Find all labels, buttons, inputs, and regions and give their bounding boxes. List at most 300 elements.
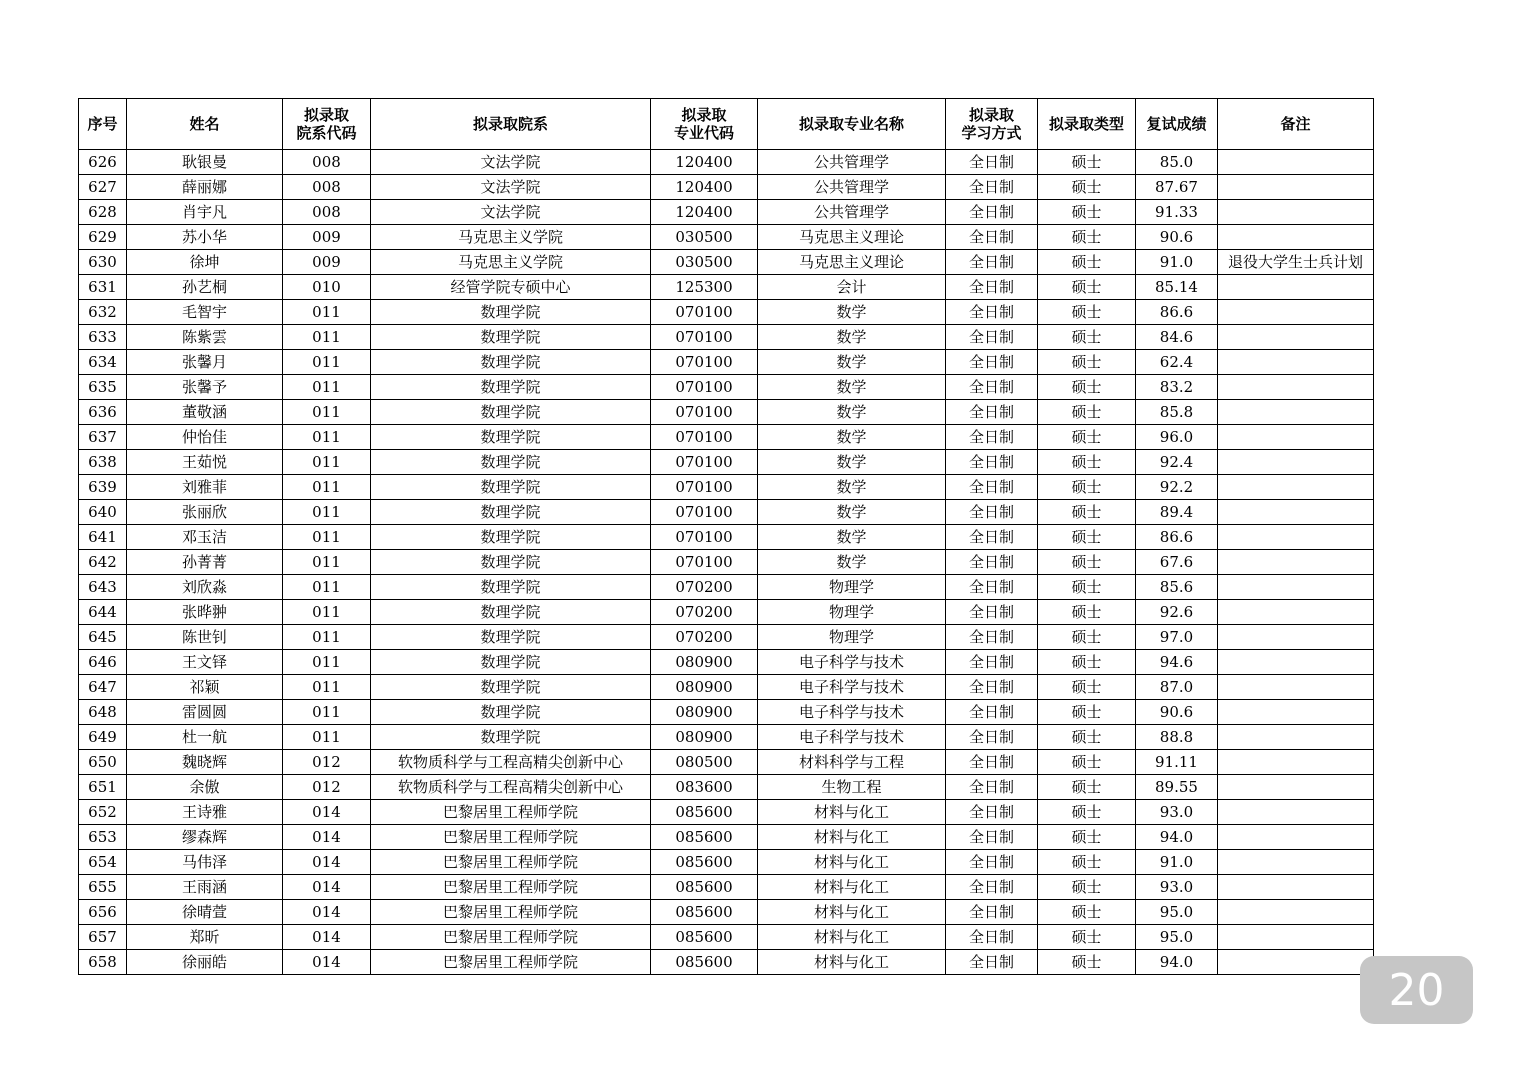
col-remark-cell: [1218, 850, 1374, 875]
col-study-mode-cell: 全日制: [946, 925, 1038, 950]
col-dept-code-cell: 011: [283, 375, 371, 400]
col-type-cell: 硕士: [1038, 450, 1136, 475]
col-dept-cell: 巴黎居里工程师学院: [371, 950, 651, 975]
col-major-cell: 数学: [758, 425, 946, 450]
col-index-cell: 653: [79, 825, 127, 850]
col-dept-cell: 数理学院: [371, 350, 651, 375]
col-name-cell: 王茹悦: [127, 450, 283, 475]
col-dept-cell: 巴黎居里工程师学院: [371, 875, 651, 900]
col-name-cell: 缪森辉: [127, 825, 283, 850]
header-col-type: 拟录取类型: [1038, 99, 1136, 150]
col-study-mode-cell: 全日制: [946, 250, 1038, 275]
col-name-cell: 王雨涵: [127, 875, 283, 900]
col-index-cell: 640: [79, 500, 127, 525]
col-index-cell: 657: [79, 925, 127, 950]
col-type-cell: 硕士: [1038, 750, 1136, 775]
col-index-cell: 632: [79, 300, 127, 325]
header-col-major-code: 拟录取 专业代码: [651, 99, 758, 150]
col-remark-cell: [1218, 675, 1374, 700]
col-index-cell: 639: [79, 475, 127, 500]
col-score-cell: 92.2: [1136, 475, 1218, 500]
col-remark-cell: [1218, 500, 1374, 525]
col-type-cell: 硕士: [1038, 625, 1136, 650]
col-score-cell: 91.0: [1136, 850, 1218, 875]
col-dept-code-cell: 011: [283, 325, 371, 350]
col-remark-cell: [1218, 750, 1374, 775]
col-dept-code-cell: 008: [283, 200, 371, 225]
col-index-cell: 631: [79, 275, 127, 300]
col-remark-cell: [1218, 900, 1374, 925]
col-remark-cell: [1218, 700, 1374, 725]
table-row: [79, 750, 1374, 775]
col-major-code-cell: 070100: [651, 425, 758, 450]
col-major-cell: 电子科学与技术: [758, 650, 946, 675]
col-score-cell: 87.0: [1136, 675, 1218, 700]
col-score-cell: 90.6: [1136, 700, 1218, 725]
col-study-mode-cell: 全日制: [946, 300, 1038, 325]
col-score-cell: 89.55: [1136, 775, 1218, 800]
col-dept-code-cell: 011: [283, 525, 371, 550]
col-index-cell: 645: [79, 625, 127, 650]
col-remark-cell: [1218, 325, 1374, 350]
table-row: [79, 350, 1374, 375]
col-dept-cell: 数理学院: [371, 425, 651, 450]
col-dept-cell: 巴黎居里工程师学院: [371, 900, 651, 925]
col-name-cell: 张馨月: [127, 350, 283, 375]
col-study-mode-cell: 全日制: [946, 225, 1038, 250]
col-type-cell: 硕士: [1038, 350, 1136, 375]
table-row: [79, 575, 1374, 600]
col-major-cell: 数学: [758, 500, 946, 525]
col-dept-code-cell: 011: [283, 300, 371, 325]
table-row: [79, 225, 1374, 250]
col-major-cell: 材料与化工: [758, 825, 946, 850]
col-remark-cell: [1218, 625, 1374, 650]
col-index-cell: 634: [79, 350, 127, 375]
col-major-code-cell: 070100: [651, 300, 758, 325]
col-type-cell: 硕士: [1038, 400, 1136, 425]
col-major-code-cell: 120400: [651, 175, 758, 200]
col-index-cell: 646: [79, 650, 127, 675]
col-remark-cell: [1218, 300, 1374, 325]
col-major-code-cell: 125300: [651, 275, 758, 300]
col-major-cell: 材料与化工: [758, 875, 946, 900]
col-type-cell: 硕士: [1038, 675, 1136, 700]
col-study-mode-cell: 全日制: [946, 700, 1038, 725]
col-index-cell: 658: [79, 950, 127, 975]
col-type-cell: 硕士: [1038, 850, 1136, 875]
col-major-cell: 数学: [758, 475, 946, 500]
col-major-code-cell: 080900: [651, 675, 758, 700]
col-major-code-cell: 085600: [651, 875, 758, 900]
col-index-cell: 647: [79, 675, 127, 700]
col-major-cell: 物理学: [758, 625, 946, 650]
col-major-code-cell: 070100: [651, 325, 758, 350]
table-row: [79, 650, 1374, 675]
col-dept-code-cell: 011: [283, 700, 371, 725]
col-index-cell: 652: [79, 800, 127, 825]
col-name-cell: 董敬涵: [127, 400, 283, 425]
col-major-cell: 材料与化工: [758, 800, 946, 825]
col-major-cell: 材料与化工: [758, 925, 946, 950]
col-dept-cell: 数理学院: [371, 700, 651, 725]
col-type-cell: 硕士: [1038, 275, 1136, 300]
col-study-mode-cell: 全日制: [946, 550, 1038, 575]
col-major-cell: 公共管理学: [758, 175, 946, 200]
col-remark-cell: [1218, 575, 1374, 600]
col-score-cell: 84.6: [1136, 325, 1218, 350]
col-dept-cell: 数理学院: [371, 525, 651, 550]
col-dept-cell: 数理学院: [371, 650, 651, 675]
col-study-mode-cell: 全日制: [946, 150, 1038, 175]
page-number: 20: [1388, 964, 1445, 1016]
col-dept-code-cell: 012: [283, 775, 371, 800]
header-col-name: 姓名: [127, 99, 283, 150]
col-score-cell: 91.11: [1136, 750, 1218, 775]
col-type-cell: 硕士: [1038, 775, 1136, 800]
col-remark-cell: [1218, 175, 1374, 200]
page-number-badge: [1360, 956, 1473, 1024]
col-score-cell: 92.6: [1136, 600, 1218, 625]
table-row: [79, 250, 1374, 275]
col-dept-cell: 数理学院: [371, 550, 651, 575]
col-name-cell: 刘雅菲: [127, 475, 283, 500]
col-type-cell: 硕士: [1038, 175, 1136, 200]
col-score-cell: 89.4: [1136, 500, 1218, 525]
col-major-code-cell: 070100: [651, 550, 758, 575]
col-major-cell: 电子科学与技术: [758, 700, 946, 725]
header-col-study-mode: 拟录取 学习方式: [946, 99, 1038, 150]
col-type-cell: 硕士: [1038, 725, 1136, 750]
col-dept-cell: 数理学院: [371, 450, 651, 475]
col-dept-cell: 经管学院专硕中心: [371, 275, 651, 300]
col-major-cell: 数学: [758, 450, 946, 475]
col-type-cell: 硕士: [1038, 150, 1136, 175]
col-dept-cell: 数理学院: [371, 400, 651, 425]
table-row: [79, 600, 1374, 625]
col-name-cell: 刘欣淼: [127, 575, 283, 600]
col-remark-cell: [1218, 825, 1374, 850]
col-study-mode-cell: 全日制: [946, 375, 1038, 400]
col-index-cell: 635: [79, 375, 127, 400]
col-name-cell: 陈紫雲: [127, 325, 283, 350]
col-score-cell: 85.8: [1136, 400, 1218, 425]
table-row: [79, 800, 1374, 825]
col-dept-cell: 数理学院: [371, 725, 651, 750]
col-remark-cell: [1218, 525, 1374, 550]
col-major-cell: 公共管理学: [758, 150, 946, 175]
col-score-cell: 95.0: [1136, 925, 1218, 950]
col-score-cell: 90.6: [1136, 225, 1218, 250]
col-major-code-cell: 070200: [651, 575, 758, 600]
col-dept-cell: 巴黎居里工程师学院: [371, 800, 651, 825]
table-row: [79, 900, 1374, 925]
col-study-mode-cell: 全日制: [946, 575, 1038, 600]
header-col-dept-code: 拟录取 院系代码: [283, 99, 371, 150]
col-dept-code-cell: 014: [283, 850, 371, 875]
col-dept-code-cell: 011: [283, 425, 371, 450]
col-type-cell: 硕士: [1038, 225, 1136, 250]
col-dept-cell: 文法学院: [371, 150, 651, 175]
table-row: [79, 475, 1374, 500]
col-major-cell: 会计: [758, 275, 946, 300]
header-col-score: 复试成绩: [1136, 99, 1218, 150]
col-major-code-cell: 080900: [651, 700, 758, 725]
col-name-cell: 王诗雅: [127, 800, 283, 825]
col-name-cell: 肖宇凡: [127, 200, 283, 225]
table-row: [79, 525, 1374, 550]
col-type-cell: 硕士: [1038, 875, 1136, 900]
col-dept-cell: 数理学院: [371, 500, 651, 525]
col-score-cell: 95.0: [1136, 900, 1218, 925]
col-score-cell: 86.6: [1136, 300, 1218, 325]
header-col-remark: 备注: [1218, 99, 1374, 150]
col-name-cell: 雷圆圆: [127, 700, 283, 725]
col-dept-code-cell: 009: [283, 225, 371, 250]
col-major-code-cell: 085600: [651, 900, 758, 925]
table-row: [79, 925, 1374, 950]
col-dept-code-cell: 011: [283, 625, 371, 650]
col-name-cell: 张晔翀: [127, 600, 283, 625]
col-score-cell: 88.8: [1136, 725, 1218, 750]
col-index-cell: 651: [79, 775, 127, 800]
col-remark-cell: [1218, 375, 1374, 400]
table-row: [79, 150, 1374, 175]
col-study-mode-cell: 全日制: [946, 450, 1038, 475]
col-index-cell: 650: [79, 750, 127, 775]
col-dept-code-cell: 014: [283, 825, 371, 850]
col-dept-code-cell: 011: [283, 550, 371, 575]
table-row: [79, 425, 1374, 450]
col-index-cell: 649: [79, 725, 127, 750]
col-name-cell: 王文铎: [127, 650, 283, 675]
col-name-cell: 耿银曼: [127, 150, 283, 175]
col-name-cell: 邓玉洁: [127, 525, 283, 550]
col-dept-cell: 数理学院: [371, 325, 651, 350]
col-major-code-cell: 070200: [651, 600, 758, 625]
col-name-cell: 孙艺桐: [127, 275, 283, 300]
col-major-code-cell: 070200: [651, 625, 758, 650]
col-type-cell: 硕士: [1038, 550, 1136, 575]
col-score-cell: 91.33: [1136, 200, 1218, 225]
col-major-code-cell: 085600: [651, 800, 758, 825]
col-name-cell: 张馨予: [127, 375, 283, 400]
col-name-cell: 薛丽娜: [127, 175, 283, 200]
col-type-cell: 硕士: [1038, 575, 1136, 600]
col-name-cell: 毛智宇: [127, 300, 283, 325]
col-study-mode-cell: 全日制: [946, 725, 1038, 750]
col-study-mode-cell: 全日制: [946, 175, 1038, 200]
col-study-mode-cell: 全日制: [946, 875, 1038, 900]
table-row: [79, 400, 1374, 425]
col-major-cell: 材料与化工: [758, 900, 946, 925]
col-major-code-cell: 030500: [651, 250, 758, 275]
table-row: [79, 850, 1374, 875]
table-row: [79, 325, 1374, 350]
col-name-cell: 祁颖: [127, 675, 283, 700]
col-major-cell: 生物工程: [758, 775, 946, 800]
col-major-code-cell: 083600: [651, 775, 758, 800]
col-major-cell: 材料与化工: [758, 950, 946, 975]
col-index-cell: 648: [79, 700, 127, 725]
col-name-cell: 郑昕: [127, 925, 283, 950]
col-major-code-cell: 070100: [651, 400, 758, 425]
col-score-cell: 85.14: [1136, 275, 1218, 300]
col-score-cell: 91.0: [1136, 250, 1218, 275]
col-major-code-cell: 085600: [651, 925, 758, 950]
col-major-code-cell: 030500: [651, 225, 758, 250]
col-major-code-cell: 120400: [651, 200, 758, 225]
col-study-mode-cell: 全日制: [946, 775, 1038, 800]
col-index-cell: 656: [79, 900, 127, 925]
col-type-cell: 硕士: [1038, 375, 1136, 400]
col-name-cell: 魏晓辉: [127, 750, 283, 775]
col-index-cell: 638: [79, 450, 127, 475]
col-name-cell: 徐晴萱: [127, 900, 283, 925]
col-study-mode-cell: 全日制: [946, 475, 1038, 500]
col-remark-cell: [1218, 875, 1374, 900]
col-dept-code-cell: 011: [283, 575, 371, 600]
admission-table: [78, 98, 1374, 975]
col-major-code-cell: 120400: [651, 150, 758, 175]
col-score-cell: 97.0: [1136, 625, 1218, 650]
col-major-cell: 数学: [758, 300, 946, 325]
col-name-cell: 徐丽皓: [127, 950, 283, 975]
table-row: [79, 825, 1374, 850]
col-study-mode-cell: 全日制: [946, 950, 1038, 975]
col-name-cell: 马伟泽: [127, 850, 283, 875]
col-score-cell: 67.6: [1136, 550, 1218, 575]
col-type-cell: 硕士: [1038, 250, 1136, 275]
col-name-cell: 苏小华: [127, 225, 283, 250]
col-score-cell: 83.2: [1136, 375, 1218, 400]
col-dept-cell: 数理学院: [371, 375, 651, 400]
col-remark-cell: [1218, 725, 1374, 750]
col-name-cell: 陈世钊: [127, 625, 283, 650]
col-major-code-cell: 070100: [651, 375, 758, 400]
col-type-cell: 硕士: [1038, 300, 1136, 325]
col-dept-code-cell: 014: [283, 950, 371, 975]
col-score-cell: 92.4: [1136, 450, 1218, 475]
col-dept-code-cell: 008: [283, 150, 371, 175]
col-remark-cell: [1218, 400, 1374, 425]
col-dept-cell: 数理学院: [371, 575, 651, 600]
col-dept-cell: 文法学院: [371, 175, 651, 200]
col-remark-cell: [1218, 650, 1374, 675]
col-study-mode-cell: 全日制: [946, 825, 1038, 850]
col-index-cell: 643: [79, 575, 127, 600]
col-dept-cell: 巴黎居里工程师学院: [371, 925, 651, 950]
col-study-mode-cell: 全日制: [946, 500, 1038, 525]
col-index-cell: 636: [79, 400, 127, 425]
col-major-cell: 电子科学与技术: [758, 675, 946, 700]
col-study-mode-cell: 全日制: [946, 600, 1038, 625]
col-study-mode-cell: 全日制: [946, 200, 1038, 225]
col-type-cell: 硕士: [1038, 900, 1136, 925]
col-dept-cell: 数理学院: [371, 600, 651, 625]
col-score-cell: 94.6: [1136, 650, 1218, 675]
table-row: [79, 275, 1374, 300]
table-row: [79, 500, 1374, 525]
table-row: [79, 175, 1374, 200]
col-study-mode-cell: 全日制: [946, 800, 1038, 825]
col-dept-cell: 软物质科学与工程高精尖创新中心: [371, 750, 651, 775]
col-name-cell: 张丽欣: [127, 500, 283, 525]
col-dept-code-cell: 012: [283, 750, 371, 775]
col-score-cell: 96.0: [1136, 425, 1218, 450]
table-row: [79, 875, 1374, 900]
col-index-cell: 654: [79, 850, 127, 875]
col-type-cell: 硕士: [1038, 700, 1136, 725]
col-dept-cell: 巴黎居里工程师学院: [371, 825, 651, 850]
col-study-mode-cell: 全日制: [946, 275, 1038, 300]
header-col-major: 拟录取专业名称: [758, 99, 946, 150]
col-dept-code-cell: 011: [283, 675, 371, 700]
col-study-mode-cell: 全日制: [946, 350, 1038, 375]
col-study-mode-cell: 全日制: [946, 425, 1038, 450]
table-row: [79, 550, 1374, 575]
col-type-cell: 硕士: [1038, 825, 1136, 850]
col-study-mode-cell: 全日制: [946, 325, 1038, 350]
col-study-mode-cell: 全日制: [946, 900, 1038, 925]
col-major-cell: 数学: [758, 375, 946, 400]
col-remark-cell: [1218, 150, 1374, 175]
col-dept-cell: 巴黎居里工程师学院: [371, 850, 651, 875]
col-type-cell: 硕士: [1038, 600, 1136, 625]
table-row: [79, 725, 1374, 750]
header-col-dept: 拟录取院系: [371, 99, 651, 150]
col-type-cell: 硕士: [1038, 650, 1136, 675]
table-row: [79, 625, 1374, 650]
col-type-cell: 硕士: [1038, 950, 1136, 975]
col-major-code-cell: 070100: [651, 475, 758, 500]
col-study-mode-cell: 全日制: [946, 625, 1038, 650]
table-row: [79, 375, 1374, 400]
table-body: [79, 150, 1374, 975]
col-study-mode-cell: 全日制: [946, 675, 1038, 700]
col-index-cell: 644: [79, 600, 127, 625]
col-study-mode-cell: 全日制: [946, 400, 1038, 425]
col-score-cell: 87.67: [1136, 175, 1218, 200]
col-study-mode-cell: 全日制: [946, 525, 1038, 550]
col-major-code-cell: 070100: [651, 525, 758, 550]
col-type-cell: 硕士: [1038, 425, 1136, 450]
col-dept-cell: 马克思主义学院: [371, 250, 651, 275]
col-remark-cell: [1218, 425, 1374, 450]
col-dept-cell: 软物质科学与工程高精尖创新中心: [371, 775, 651, 800]
col-score-cell: 94.0: [1136, 825, 1218, 850]
col-score-cell: 85.6: [1136, 575, 1218, 600]
col-dept-code-cell: 008: [283, 175, 371, 200]
table-row: [79, 775, 1374, 800]
table-row: [79, 675, 1374, 700]
col-remark-cell: [1218, 550, 1374, 575]
col-remark-cell: [1218, 200, 1374, 225]
table-header-row: [79, 99, 1374, 150]
col-major-code-cell: 085600: [651, 825, 758, 850]
table-row: [79, 450, 1374, 475]
header-col-index: 序号: [79, 99, 127, 150]
col-dept-code-cell: 011: [283, 400, 371, 425]
col-study-mode-cell: 全日制: [946, 650, 1038, 675]
col-index-cell: 637: [79, 425, 127, 450]
col-type-cell: 硕士: [1038, 800, 1136, 825]
col-index-cell: 633: [79, 325, 127, 350]
col-score-cell: 93.0: [1136, 800, 1218, 825]
col-major-code-cell: 080900: [651, 650, 758, 675]
col-name-cell: 孙菁菁: [127, 550, 283, 575]
col-score-cell: 86.6: [1136, 525, 1218, 550]
